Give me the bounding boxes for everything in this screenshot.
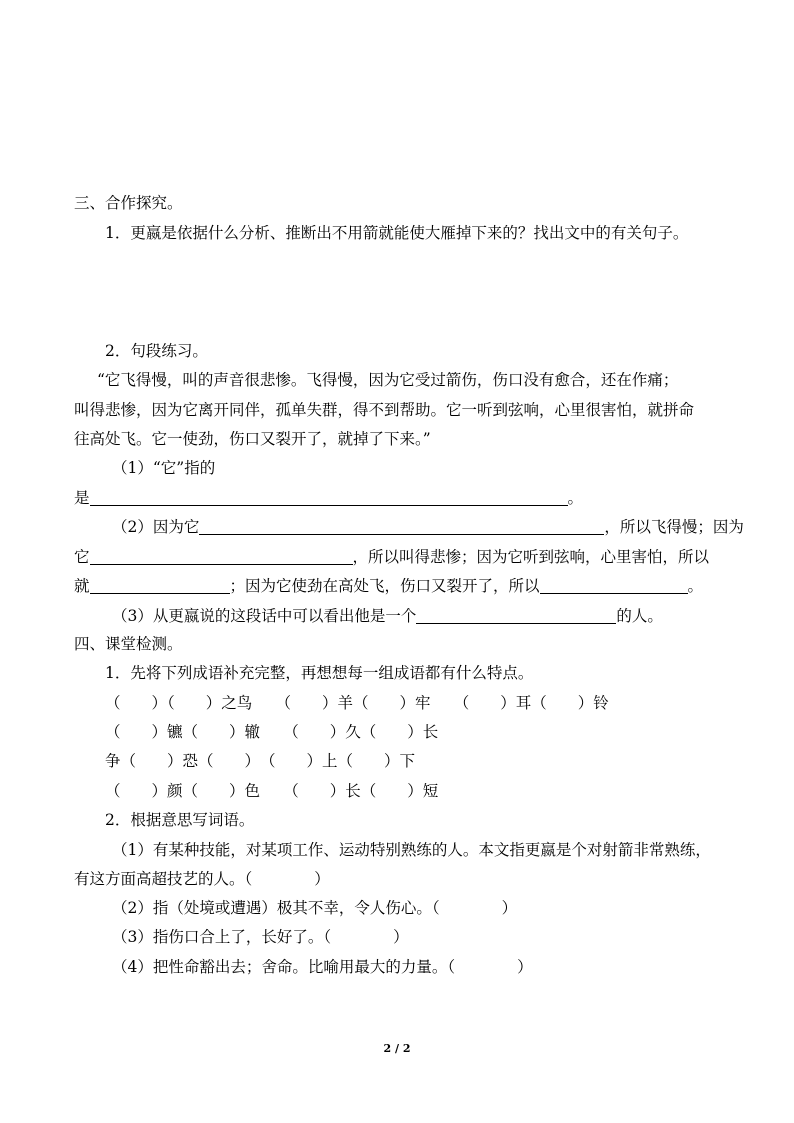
sub-question-1-answer-line (74, 488, 583, 508)
passage-line-1: “它飞得慢，叫的声音很悲惨。飞得慢，因为它受过箭伤，伤口没有愈合，还在作痛； (97, 371, 679, 389)
definition-1-line-2: 有这方面高超技艺的人。（ ） (74, 870, 330, 888)
idiom-row-1: （ ）（ ）之鸟 （ ）羊（ ）牢 （ ）耳（ ）铃 (105, 694, 609, 712)
definition-1-line-1: （1）有某种技能，对某项工作、运动特别熟练的人。本文指更嬴是个对射箭非常熟练， (112, 841, 711, 859)
sub2-d: ，所以叫得悲惨；因为它听到弦响，心里害怕，所以 (352, 548, 710, 566)
definition-4: （4）把性命豁出去；舍命。比喻用最大的力量。（ ） (112, 958, 533, 976)
idiom-row-4: （ ）颜（ ）色 （ ）长（ ）短 (105, 782, 439, 800)
passage-line-3: 往高处飞。它一使劲，伤口又裂开了，就掉了下来。” (74, 430, 431, 448)
sub-question-2-line-3 (74, 576, 703, 596)
page-number: 2 / 2 (383, 1042, 411, 1055)
idiom-row-2: （ ）镳（ ）辙 （ ）久（ ）长 (105, 723, 439, 741)
answer-blank[interactable] (90, 550, 353, 565)
sub1-end: 。 (567, 489, 584, 507)
answer-blank[interactable] (90, 491, 568, 506)
sub-question-2-line-1 (112, 517, 744, 537)
sub2-c: 它 (74, 548, 90, 566)
definition-2: （2）指（处境或遭遇）极其不幸，令人伤心。（ ） (112, 899, 518, 917)
sub-question-2-line-2 (74, 547, 709, 567)
sub2-a: （2）因为它 (112, 518, 200, 536)
answer-blank[interactable] (90, 579, 230, 594)
idiom-row-3: 争（ ）恐（ ） （ ）上（ ）下 (105, 752, 416, 770)
sub2-f: ；因为它使劲在高处飞，伤口又裂开了，所以 (229, 577, 540, 595)
definition-3: （3）指伤口合上了，长好了。（ ） (112, 928, 409, 946)
answer-blank[interactable] (199, 520, 604, 535)
question-1: 1．更嬴是依据什么分析、推断出不用箭就能使大雁掉下来的？找出文中的有关句子。 (105, 224, 689, 242)
sub3-b: 的人。 (616, 607, 663, 625)
idiom-question: 1．先将下列成语补充完整，再想想每一组成语都有什么特点。 (105, 664, 534, 682)
answer-blank[interactable] (416, 609, 616, 624)
section-4-heading: 四、课堂检测。 (74, 635, 183, 653)
word-question: 2．根据意思写词语。 (105, 811, 255, 829)
sub2-g: 。 (687, 577, 704, 595)
answer-blank[interactable] (540, 579, 688, 594)
question-2-title: 2．句段练习。 (105, 342, 208, 360)
sub2-e: 就 (74, 577, 90, 595)
sub1-prefix: 是 (74, 489, 90, 507)
sub3-a: （3）从更嬴说的这段话中可以看出他是一个 (112, 607, 417, 625)
sub-question-1: （1）“它”指的 (112, 459, 216, 477)
section-3-heading: 三、合作探究。 (74, 194, 183, 212)
sub2-b: ，所以飞得慢；因为 (604, 518, 744, 536)
sub-question-3 (112, 606, 663, 626)
passage-line-2: 叫得悲惨，因为它离开同伴，孤单失群，得不到帮助。它一听到弦响，心里很害怕，就拼命 (74, 401, 695, 419)
